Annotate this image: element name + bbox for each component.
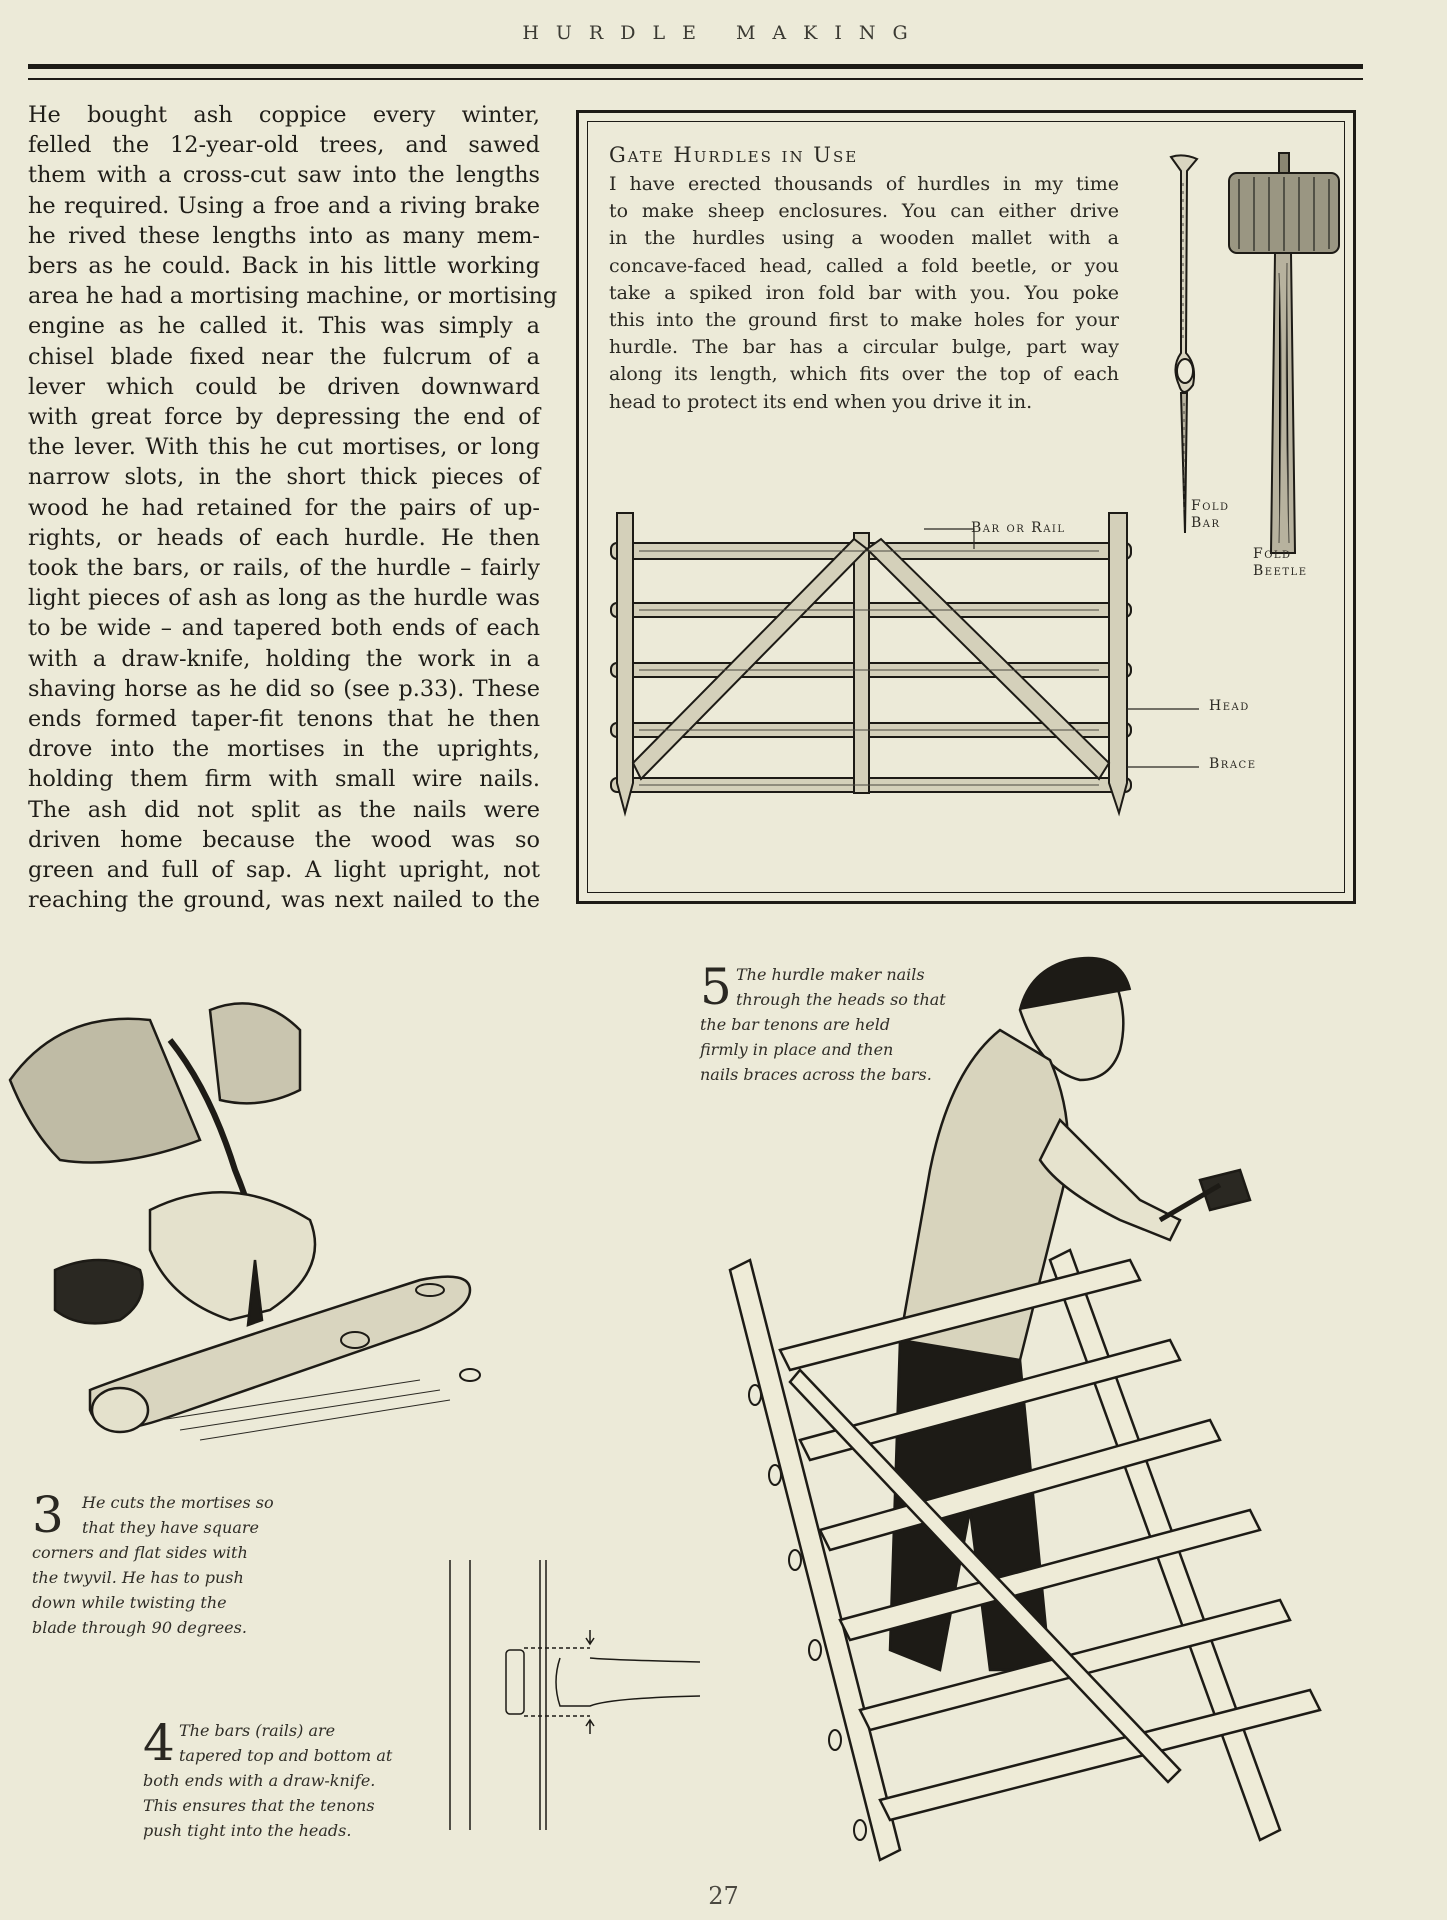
- body-line: bers as he could. Back in his little working: [28, 253, 540, 280]
- box-line: in the hurdles using a wooden mallet with a: [609, 227, 1119, 250]
- tenon-diagram-illustration: [440, 1550, 710, 1840]
- caption-line: push tight into the heads.: [143, 1821, 352, 1840]
- caption-line: The bars (rails) are: [179, 1721, 336, 1740]
- caption-line: This ensures that the tenons: [143, 1796, 375, 1815]
- hurdle-maker-illustration: [720, 950, 1360, 1880]
- body-line: ends formed taper-fit tenons that he then: [28, 706, 540, 733]
- body-line: green and full of sap. A light upright, not: [28, 857, 540, 884]
- label-head: Head: [1209, 698, 1250, 714]
- caption-line: both ends with a draw-knife.: [143, 1771, 376, 1790]
- body-line: shaving horse as he did so (see p.33). These: [28, 675, 540, 702]
- header-rule-thick: [28, 64, 1363, 69]
- body-line: took the bars, or rails, of the hurdle – fairly: [28, 555, 540, 582]
- body-line: narrow slots, in the short thick pieces of: [28, 464, 540, 491]
- box-line: concave-faced head, called a fold beetle, or you: [609, 254, 1119, 277]
- caption-4: [143, 1714, 393, 1843]
- header-rule-thin: [28, 78, 1363, 80]
- body-line: with great force by depressing the end of: [28, 404, 540, 431]
- caption-3-number: 3: [32, 1486, 64, 1544]
- caption-line: The hurdle maker nails: [736, 965, 925, 984]
- body-line: rights, or heads of each hurdle. He then: [28, 524, 540, 551]
- label-bar-or-rail: Bar or Rail: [971, 520, 1066, 536]
- box-line: hurdle. The bar has a circular bulge, part way: [609, 336, 1119, 359]
- caption-line: firmly in place and then: [700, 1040, 894, 1059]
- body-line: light pieces of ash as long as the hurdle was: [28, 585, 540, 612]
- label-brace: Brace: [1209, 756, 1257, 772]
- label-leader-lines: [579, 113, 1359, 907]
- caption-line: nails braces across the bars.: [700, 1065, 932, 1084]
- body-line: chisel blade fixed near the fulcrum of a: [28, 343, 540, 370]
- body-line: lever which could be driven downward: [28, 373, 540, 400]
- caption-5-number: 5: [700, 958, 732, 1016]
- body-line: holding them firm with small wire nails.: [28, 766, 540, 793]
- box-line: along its length, which fits over the top of each: [609, 363, 1119, 386]
- caption-line: that they have square: [82, 1518, 259, 1537]
- caption-line: blade through 90 degrees.: [32, 1618, 247, 1637]
- caption-line: down while twisting the: [32, 1593, 227, 1612]
- box-line: head to protect its end when you drive it in.: [609, 390, 1033, 413]
- body-line: the lever. With this he cut mortises, or long: [28, 434, 540, 461]
- caption-line: the twyvil. He has to push: [32, 1568, 244, 1587]
- caption-line: corners and flat sides with: [32, 1543, 248, 1562]
- body-line: he required. Using a froe and a riving brake: [28, 192, 540, 219]
- caption-5: [700, 958, 946, 1087]
- caption-4-number: 4: [143, 1714, 175, 1772]
- box-line: I have erected thousands of hurdles in my time: [609, 173, 1119, 195]
- body-line: reaching the ground, was next nailed to the: [28, 887, 540, 914]
- label-fold-beetle-2: Beetle: [1253, 563, 1308, 579]
- box-line: take a spiked iron fold bar with you. You poke: [609, 281, 1119, 304]
- body-line: The ash did not split as the nails were: [28, 796, 540, 823]
- body-line: driven home because the wood was so: [28, 826, 540, 853]
- caption-3: [32, 1486, 274, 1640]
- caption-line: tapered top and bottom at: [179, 1746, 393, 1765]
- body-line: felled the 12-year-old trees, and sawed: [28, 132, 540, 159]
- feature-box: [576, 110, 1356, 904]
- feature-box-title: Gate Hurdles in Use: [609, 143, 859, 167]
- caption-line: the bar tenons are held: [700, 1015, 891, 1034]
- running-head: HURDLE MAKING: [522, 22, 925, 44]
- caption-line: through the heads so that: [736, 990, 946, 1009]
- body-line: engine as he called it. This was simply a: [28, 313, 540, 340]
- box-line: this into the ground first to make holes for your: [609, 309, 1119, 332]
- label-fold-bar-2: Bar: [1191, 515, 1221, 531]
- body-line: wood he had retained for the pairs of up-: [28, 494, 540, 521]
- label-fold-beetle-1: Fold: [1253, 546, 1292, 562]
- body-line: drove into the mortises in the uprights,: [28, 736, 540, 763]
- page-number: 27: [708, 1882, 739, 1910]
- caption-line: He cuts the mortises so: [82, 1493, 274, 1512]
- body-line: with a draw-knife, holding the work in a: [28, 645, 540, 672]
- body-line: them with a cross-cut saw into the lengths: [28, 162, 540, 189]
- mortise-cutting-illustration: [0, 970, 520, 1460]
- box-line: to make sheep enclosures. You can either drive: [609, 200, 1119, 223]
- body-text-column: [28, 100, 558, 915]
- body-line: to be wide – and tapered both ends of each: [28, 615, 540, 642]
- body-line: He bought ash coppice every winter,: [28, 102, 540, 128]
- body-line: area he had a mortising machine, or mortising: [28, 283, 558, 310]
- label-fold-bar-1: Fold: [1191, 498, 1230, 514]
- body-line: he rived these lengths into as many mem-: [28, 222, 540, 249]
